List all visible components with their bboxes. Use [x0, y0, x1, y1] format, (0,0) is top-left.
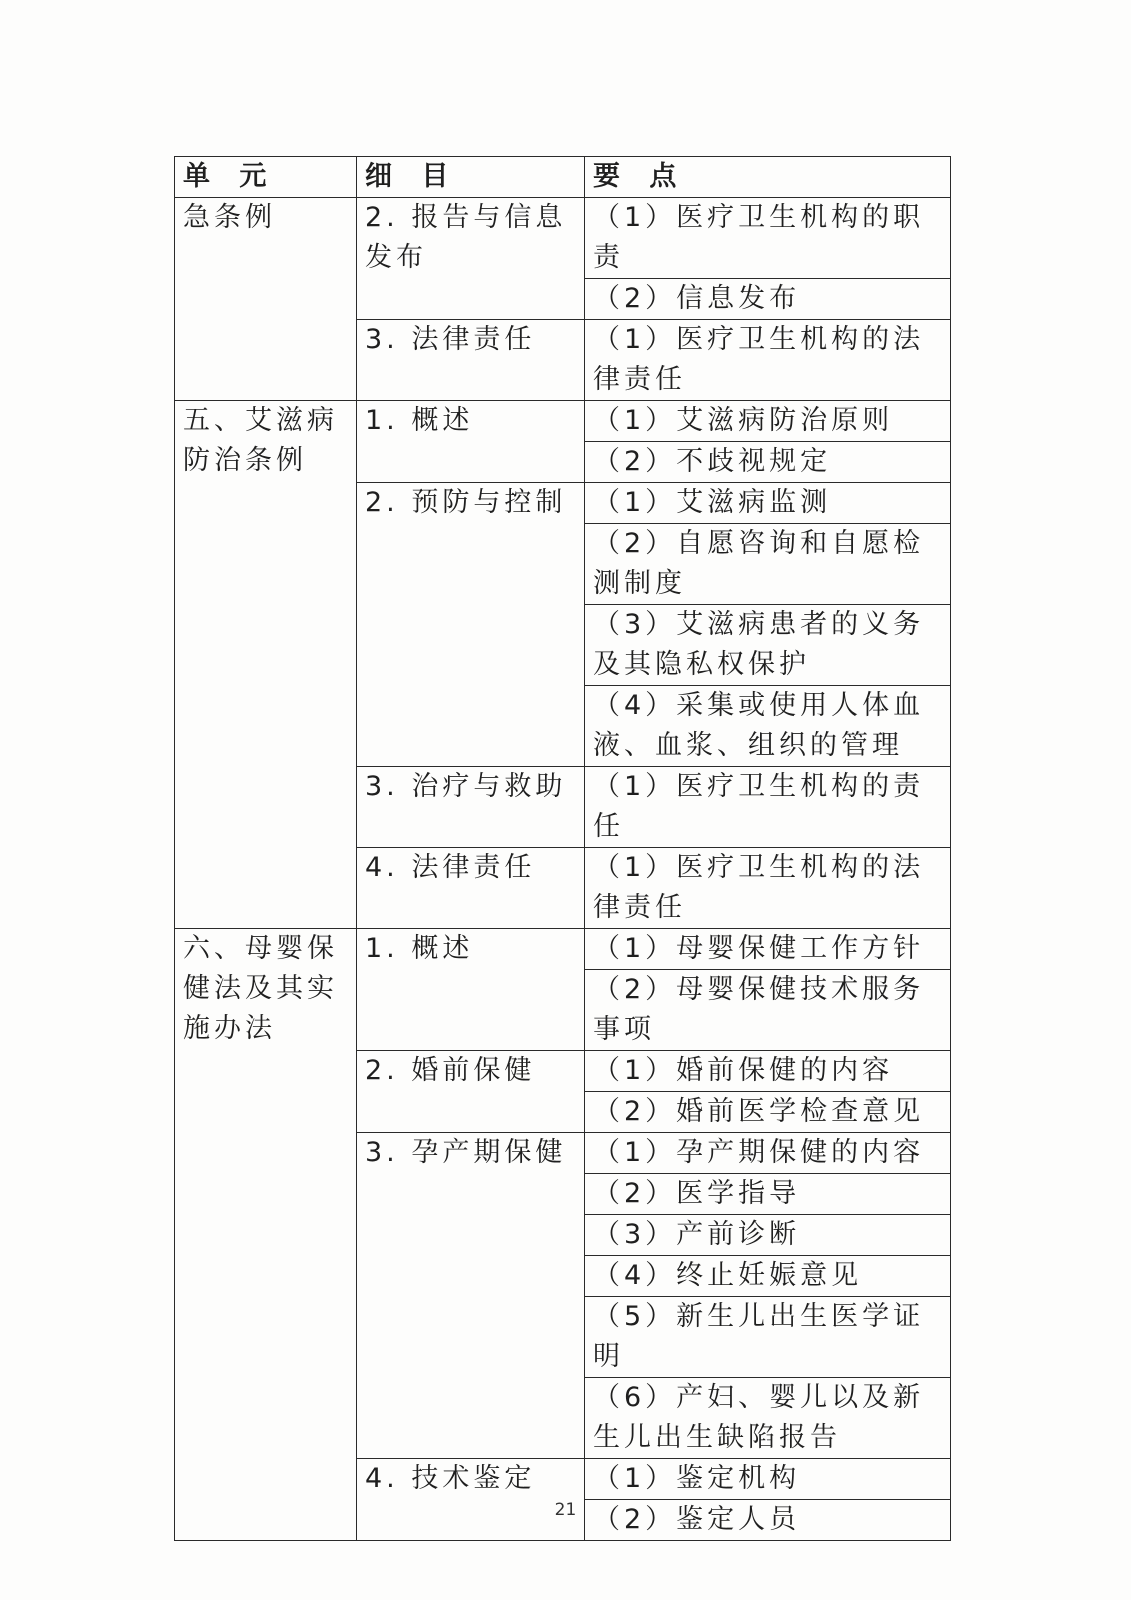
header-point: 要 点 [585, 157, 951, 198]
point-cell: （1）母婴保健工作方针 [585, 929, 951, 970]
point-cell: （2）母婴保健技术服务事项 [585, 970, 951, 1051]
point-cell: （5）新生儿出生医学证明 [585, 1297, 951, 1378]
point-cell: （2）信息发布 [585, 279, 951, 320]
item-cell: 4. 技术鉴定 [357, 1459, 585, 1541]
table-row [175, 401, 951, 442]
unit-cell: 急条例 [175, 198, 357, 401]
point-cell: （1）医疗卫生机构的法律责任 [585, 848, 951, 929]
item-cell: 4. 法律责任 [357, 848, 585, 929]
point-cell: （3）艾滋病患者的义务及其隐私权保护 [585, 605, 951, 686]
item-cell: 3. 孕产期保健 [357, 1133, 585, 1459]
unit-cell: 六、母婴保健法及其实施办法 [175, 929, 357, 1541]
point-cell: （1）孕产期保健的内容 [585, 1133, 951, 1174]
point-cell: （1）医疗卫生机构的职责 [585, 198, 951, 279]
point-cell: （1）鉴定机构 [585, 1459, 951, 1500]
table-header-row [175, 157, 951, 198]
point-cell: （1）艾滋病防治原则 [585, 401, 951, 442]
point-cell: （2）鉴定人员 [585, 1500, 951, 1541]
unit-cell: 五、艾滋病防治条例 [175, 401, 357, 929]
item-cell: 2. 预防与控制 [357, 483, 585, 767]
item-cell: 3. 治疗与救助 [357, 767, 585, 848]
point-cell: （1）艾滋病监测 [585, 483, 951, 524]
point-cell: （2）婚前医学检查意见 [585, 1092, 951, 1133]
header-item: 细 目 [357, 157, 585, 198]
point-cell: （4）采集或使用人体血液、血浆、组织的管理 [585, 686, 951, 767]
point-cell: （6）产妇、婴儿以及新生儿出生缺陷报告 [585, 1378, 951, 1459]
syllabus-table [174, 156, 951, 1541]
point-cell: （2）医学指导 [585, 1174, 951, 1215]
point-cell: （2）不歧视规定 [585, 442, 951, 483]
header-unit: 单 元 [175, 157, 357, 198]
item-cell: 3. 法律责任 [357, 320, 585, 401]
table-row [175, 198, 951, 279]
item-cell: 2. 报告与信息发布 [357, 198, 585, 320]
point-cell: （3）产前诊断 [585, 1215, 951, 1256]
item-cell: 1. 概述 [357, 401, 585, 483]
point-cell: （2）自愿咨询和自愿检测制度 [585, 524, 951, 605]
point-cell: （1）婚前保健的内容 [585, 1051, 951, 1092]
point-cell: （4）终止妊娠意见 [585, 1256, 951, 1297]
table-row [175, 929, 951, 970]
point-cell: （1）医疗卫生机构的责任 [585, 767, 951, 848]
item-cell: 2. 婚前保健 [357, 1051, 585, 1133]
point-cell: （1）医疗卫生机构的法律责任 [585, 320, 951, 401]
page-number: 21 [554, 1500, 577, 1520]
item-cell: 1. 概述 [357, 929, 585, 1051]
